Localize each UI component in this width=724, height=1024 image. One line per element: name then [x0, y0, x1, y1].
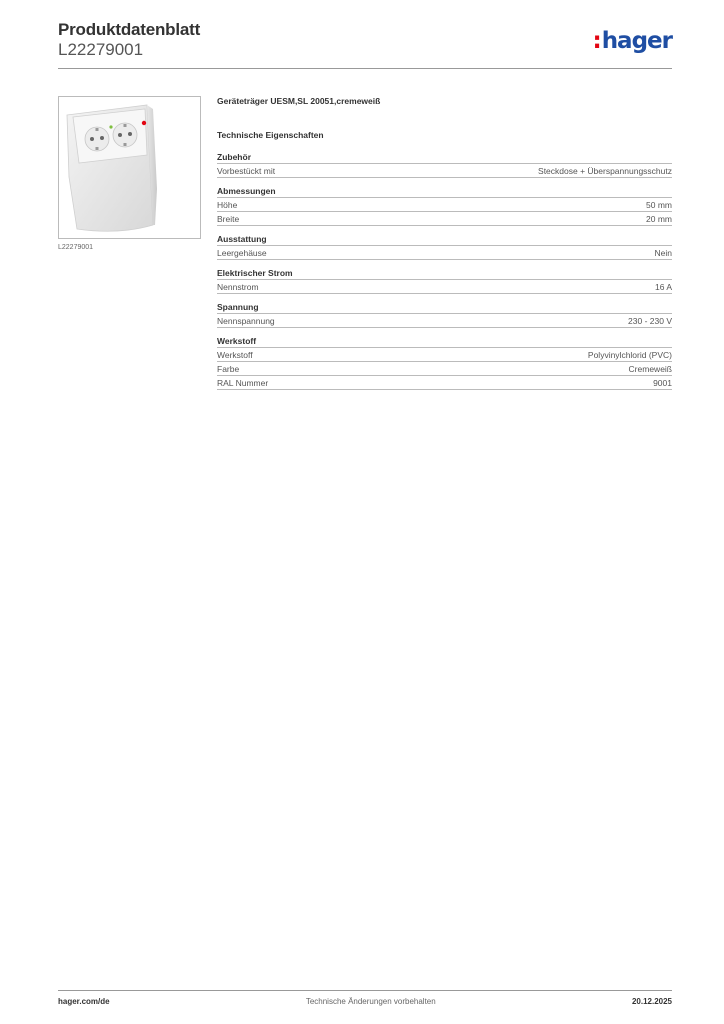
spec-value: Polyvinylchlorid (PVC)	[587, 350, 672, 360]
footer-date: 20.12.2025	[631, 997, 672, 1006]
footer-divider	[58, 990, 672, 991]
page-title: Produktdatenblatt	[58, 20, 201, 39]
group-title: Zubehör	[217, 152, 672, 164]
spec-row	[217, 212, 672, 226]
group-title: Ausstattung	[217, 234, 672, 246]
product-details	[217, 96, 672, 390]
spec-value: 20 mm	[646, 214, 672, 224]
logo-colon: :	[592, 28, 601, 54]
group-title: Abmessungen	[217, 186, 672, 198]
spec-value: 50 mm	[646, 200, 672, 210]
socket-outlet-icon	[59, 97, 201, 239]
group-ausstattung	[217, 234, 672, 260]
spec-row	[217, 348, 672, 362]
spec-value: 16 A	[654, 282, 672, 292]
spec-value: 230 - 230 V	[628, 316, 672, 326]
spec-label: Farbe	[217, 364, 240, 374]
spec-row	[217, 280, 672, 294]
group-title: Spannung	[217, 302, 672, 314]
group-title: Elektrischer Strom	[217, 268, 672, 280]
group-spannung	[217, 302, 672, 328]
group-title: Werkstoff	[217, 336, 672, 348]
spec-label: Breite	[217, 214, 240, 224]
spec-value: Cremeweiß	[628, 364, 672, 374]
spec-label: Nennspannung	[217, 316, 275, 326]
footer-website[interactable]: hager.com/de	[58, 997, 110, 1006]
spec-label: Leergehäuse	[217, 248, 267, 258]
spec-label: Vorbestückt mit	[217, 166, 276, 176]
logo-text: hager	[601, 28, 672, 54]
product-name: Geräteträger UESM,SL 20051,cremeweiß	[217, 96, 381, 106]
spec-row	[217, 198, 672, 212]
group-elektrischer-strom	[217, 268, 672, 294]
product-code: L22279001	[58, 40, 144, 59]
spec-label: Höhe	[217, 200, 238, 210]
spec-label: Werkstoff	[217, 350, 253, 360]
spec-row	[217, 246, 672, 260]
spec-row	[217, 376, 672, 390]
spec-label: Nennstrom	[217, 282, 259, 292]
page-header	[58, 20, 672, 70]
spec-row	[217, 314, 672, 328]
hager-logo	[592, 28, 672, 54]
footer-note: Technische Änderungen vorbehalten	[305, 997, 436, 1006]
spec-row	[217, 362, 672, 376]
section-title: Technische Eigenschaften	[217, 130, 324, 140]
spec-label: RAL Nummer	[217, 378, 269, 388]
group-abmessungen	[217, 186, 672, 226]
image-caption: L22279001	[58, 244, 94, 251]
spec-value: 9001	[653, 378, 672, 388]
group-werkstoff	[217, 336, 672, 390]
group-zubehoer	[217, 152, 672, 178]
spec-value: Nein	[654, 248, 672, 258]
header-divider	[58, 68, 672, 69]
spec-value: Steckdose + Überspannungsschutz	[538, 166, 672, 176]
spec-row	[217, 164, 672, 178]
product-image	[58, 96, 201, 239]
page-footer	[58, 997, 672, 1006]
